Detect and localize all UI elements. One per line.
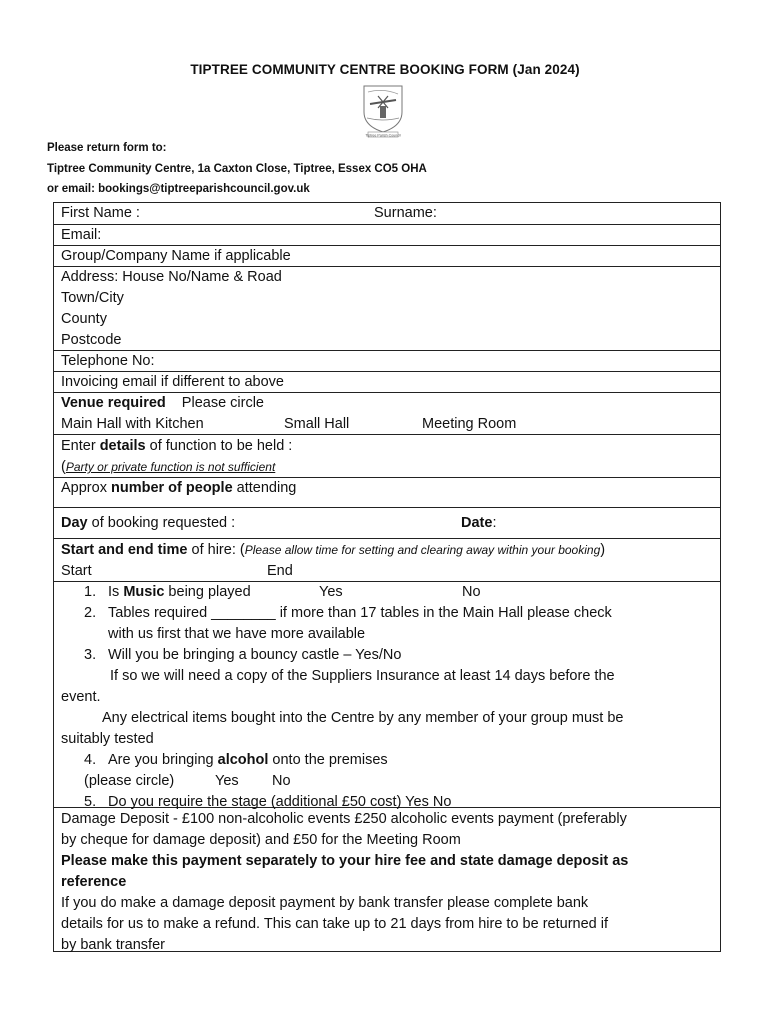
address-label: Address: House No/Name & Road: [61, 269, 282, 285]
return-address: Tiptree Community Centre, 1a Caxton Close, Tiptree, Essex CO5 OHA: [47, 163, 427, 175]
electrical-note-cont: suitably tested: [61, 731, 154, 747]
venue-row: [54, 393, 720, 435]
please-circle-label: Please circle: [181, 395, 264, 411]
deposit-bold-2: reference: [61, 874, 127, 890]
venue-option-main-hall[interactable]: Main Hall with Kitchen: [61, 416, 204, 432]
town-label: Town/City: [61, 290, 124, 306]
q4-number: 4.: [84, 752, 97, 768]
q1-no[interactable]: No: [462, 584, 481, 600]
deposit-line-5: by bank transfer: [61, 937, 165, 953]
q1-yes[interactable]: Yes: [319, 584, 343, 600]
q3-insurance: If so we will need a copy of the Suppliers Insurance at least 14 days before the: [110, 668, 615, 684]
email-label: Email:: [61, 227, 102, 243]
telephone-row[interactable]: [54, 351, 720, 372]
deposit-line-3: If you do make a damage deposit payment by bank transfer please complete bank: [61, 895, 589, 911]
hire-time-row[interactable]: Start and end time of hire: (Please allow time for setting and clearing away within your booking) Start End: [54, 539, 720, 582]
invoicing-email-row[interactable]: [54, 372, 720, 393]
deposit-line-2: by cheque for damage deposit) and £50 for the Meeting Room: [61, 832, 461, 848]
venue-required-label: Venue required: [61, 395, 166, 411]
q1-number: 1.: [84, 584, 97, 600]
questions-section: [54, 582, 720, 808]
start-label: Start: [61, 563, 92, 579]
people-row[interactable]: Approx number of people attending: [54, 478, 720, 508]
email-row[interactable]: [54, 225, 720, 246]
date-bold: Date: [461, 515, 493, 531]
details-bold: details: [99, 438, 146, 454]
q5-number: 5.: [84, 794, 97, 810]
q4-yes[interactable]: Yes: [215, 773, 239, 789]
q3-number: 3.: [84, 647, 97, 663]
parish-crest-logo: [358, 82, 408, 138]
invoicing-email-label: Invoicing email if different to above: [61, 374, 285, 390]
q5-stage: Do you require the stage (additional £50 cost) Yes No: [108, 794, 452, 810]
venue-option-meeting-room[interactable]: Meeting Room: [422, 416, 517, 432]
postcode-label: Postcode: [61, 332, 122, 348]
q2-number: 2.: [84, 605, 97, 621]
q4-please-circle: (please circle): [84, 773, 175, 789]
day-bold: Day: [61, 515, 88, 531]
q4-no[interactable]: No: [272, 773, 291, 789]
return-email: or email: bookings@tiptreeparishcouncil.gov.uk: [47, 183, 310, 195]
crest-caption: Tiptree Parish Council: [365, 133, 401, 138]
q3-insurance-cont: event.: [61, 689, 101, 705]
day-date-row[interactable]: Day of booking requested : Date:: [54, 508, 720, 539]
deposit-bold-1: Please make this payment separately to your hire fee and state damage deposit as: [61, 853, 629, 869]
county-label: County: [61, 311, 107, 327]
q2-tables: Tables required ________ if more than 17 tables in the Main Hall please check: [108, 605, 612, 621]
electrical-note: Any electrical items bought into the Centre by any member of your group must be: [102, 710, 624, 726]
deposit-line-1: Damage Deposit - £100 non-alcoholic events £250 alcoholic events payment (preferably: [61, 811, 627, 827]
q3-bouncy-castle: Will you be bringing a bouncy castle – Yes/No: [108, 647, 402, 663]
q4-alcohol: Are you bringing alcohol onto the premises: [108, 752, 388, 768]
return-label: Please return form to:: [47, 142, 167, 154]
group-row[interactable]: [54, 246, 720, 267]
end-label: End: [267, 563, 293, 579]
name-row[interactable]: [54, 203, 720, 225]
party-note: Party or private function is not sufficient: [65, 460, 276, 474]
deposit-line-4: details for us to make a refund. This can take up to 21 days from hire to be returned if: [61, 916, 608, 932]
q1-music: Is Music being played: [108, 584, 251, 600]
q2-tables-cont: with us first that we have more available: [108, 626, 366, 642]
page-title: TIPTREE COMMUNITY CENTRE BOOKING FORM (Jan 2024): [190, 62, 580, 77]
group-label: Group/Company Name if applicable: [61, 248, 291, 264]
telephone-label: Telephone No:: [61, 353, 155, 369]
allow-time-note: Please allow time for setting and clearing away within your booking: [244, 543, 601, 557]
details-row[interactable]: Enter details of function to be held : (Party or private function is not sufficient: [54, 435, 720, 478]
start-end-time-bold: Start and end time: [61, 542, 188, 558]
damage-deposit-section: [54, 808, 720, 953]
venue-option-small-hall[interactable]: Small Hall: [284, 416, 350, 432]
first-name-label: First Name :: [61, 205, 140, 221]
surname-label: Surname:: [374, 205, 437, 221]
address-row[interactable]: [54, 267, 720, 351]
booking-form: [53, 202, 721, 952]
number-of-people-bold: number of people: [110, 480, 233, 496]
